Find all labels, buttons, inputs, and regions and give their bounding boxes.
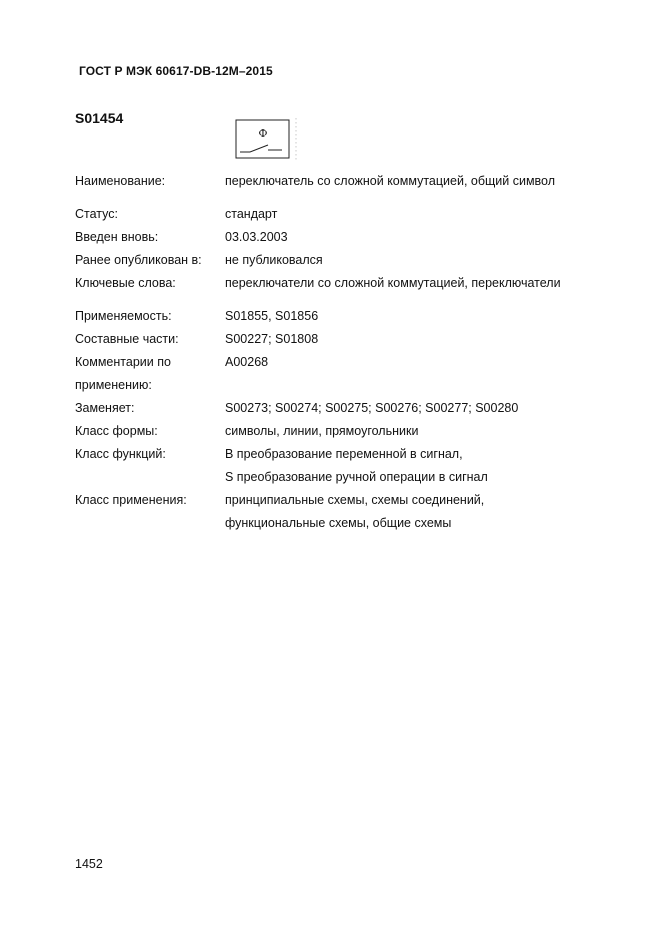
field-value: принципиальные схемы, схемы соединений, bbox=[225, 493, 485, 507]
field-label: Применяемость: bbox=[75, 309, 172, 323]
field-label: Класс применения: bbox=[75, 493, 187, 507]
field-label: Составные части: bbox=[75, 332, 179, 346]
field-value: стандарт bbox=[225, 207, 278, 221]
field-label: Комментарии по bbox=[75, 355, 171, 369]
field-label: применению: bbox=[75, 378, 152, 392]
symbol-glyph: Ф bbox=[258, 127, 268, 140]
symbol-code: S01454 bbox=[75, 110, 124, 126]
field-label: Статус: bbox=[75, 207, 118, 221]
switch-complex-commutation-symbol-icon bbox=[234, 118, 298, 162]
page-number: 1452 bbox=[75, 857, 103, 871]
field-label: Класс формы: bbox=[75, 424, 158, 438]
field-label: Ключевые слова: bbox=[75, 276, 176, 290]
field-value: не публиковался bbox=[225, 253, 323, 267]
field-label: Введен вновь: bbox=[75, 230, 159, 244]
field-value: A00268 bbox=[225, 355, 269, 369]
field-value: символы, линии, прямоугольники bbox=[225, 424, 419, 438]
field-value: S00227; S01808 bbox=[225, 332, 319, 346]
field-label: Наименование: bbox=[75, 174, 166, 188]
field-value: B преобразование переменной в сигнал, bbox=[225, 447, 463, 461]
field-label: Заменяет: bbox=[75, 401, 135, 415]
field-value: S01855, S01856 bbox=[225, 309, 319, 323]
field-label: Ранее опубликован в: bbox=[75, 253, 202, 267]
field-value: S преобразование ручной операции в сигнал bbox=[225, 470, 488, 484]
field-value: переключатели со сложной коммутацией, переключатели bbox=[225, 276, 561, 290]
field-value: S00273; S00274; S00275; S00276; S00277; S00280 bbox=[225, 401, 519, 415]
field-value: функциональные схемы, общие схемы bbox=[225, 516, 452, 530]
field-label: Класс функций: bbox=[75, 447, 166, 461]
document-header: ГОСТ Р МЭК 60617-DB-12M–2015 bbox=[79, 64, 273, 78]
field-value: переключатель со сложной коммутацией, общий символ bbox=[225, 174, 556, 188]
field-value: 03.03.2003 bbox=[225, 230, 288, 244]
